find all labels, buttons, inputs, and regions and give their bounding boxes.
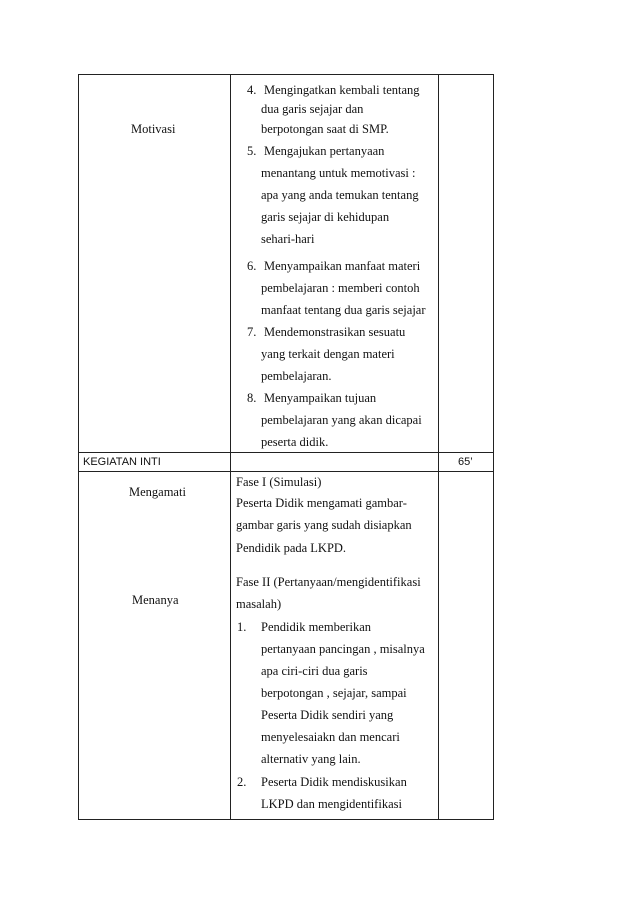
item-line: Mengingatkan kembali tentang	[264, 83, 420, 97]
item-line: Peserta Didik mendiskusikan	[261, 775, 407, 789]
item-number: 8.	[247, 391, 257, 405]
item-line: garis sejajar di kehidupan	[261, 210, 390, 224]
item-line: berpotongan , sejajar, sampai	[261, 686, 407, 700]
item-number: 2.	[237, 775, 247, 789]
item-line: yang terkait dengan materi	[261, 347, 395, 361]
fase-2-heading: Fase II (Pertanyaan/mengidentifikasi	[236, 575, 421, 589]
item-line: pembelajaran : memberi contoh	[261, 281, 420, 295]
item-line: menantang untuk memotivasi :	[261, 166, 416, 180]
mengamati-label: Mengamati	[129, 485, 186, 499]
column-divider-2	[438, 75, 439, 819]
kegiatan-inti-label: KEGIATAN INTI	[83, 456, 161, 468]
item-number: 1.	[237, 620, 247, 634]
item-line: pertanyaan pancingan , misalnya	[261, 642, 425, 656]
item-line: Pendidik memberikan	[261, 620, 372, 634]
item-line: Menyampaikan manfaat materi	[264, 259, 421, 273]
item-line: berpotongan saat di SMP.	[261, 122, 389, 136]
item-line: Peserta Didik sendiri yang	[261, 708, 394, 722]
item-line: LKPD dan mengidentifikasi	[261, 797, 402, 811]
row-divider-bottom	[79, 471, 493, 472]
mengamati-line: Pendidik pada LKPD.	[236, 541, 347, 555]
item-line: dua garis sejajar dan	[261, 102, 364, 116]
column-divider-1	[230, 75, 231, 819]
kegiatan-inti-time: 65’	[458, 456, 473, 468]
item-number: 7.	[247, 325, 257, 339]
item-line: Mengajukan pertanyaan	[264, 144, 385, 158]
item-line: pembelajaran.	[261, 369, 332, 383]
fase-1-heading: Fase I (Simulasi)	[236, 475, 322, 489]
item-line: sehari-hari	[261, 232, 315, 246]
item-line: Mendemonstrasikan sesuatu	[264, 325, 406, 339]
mengamati-line: gambar garis yang sudah disiapkan	[236, 518, 412, 532]
item-line: apa ciri-ciri dua garis	[261, 664, 368, 678]
item-number: 6.	[247, 259, 257, 273]
item-line: peserta didik.	[261, 435, 329, 449]
menanya-label: Menanya	[132, 593, 179, 607]
item-line: Menyampaikan tujuan	[264, 391, 377, 405]
mengamati-line: Peserta Didik mengamati gambar-	[236, 496, 407, 510]
item-number: 5.	[247, 144, 257, 158]
item-line: pembelajaran yang akan dicapai	[261, 413, 422, 427]
item-line: menyelesaiakn dan mencari	[261, 730, 400, 744]
item-line: alternativ yang lain.	[261, 752, 361, 766]
fase-2-heading: masalah)	[236, 597, 282, 611]
motivasi-label: Motivasi	[131, 122, 176, 136]
item-line: apa yang anda temukan tentang	[261, 188, 419, 202]
lesson-plan-table	[78, 74, 494, 820]
item-line: manfaat tentang dua garis sejajar	[261, 303, 426, 317]
item-number: 4.	[247, 83, 257, 97]
